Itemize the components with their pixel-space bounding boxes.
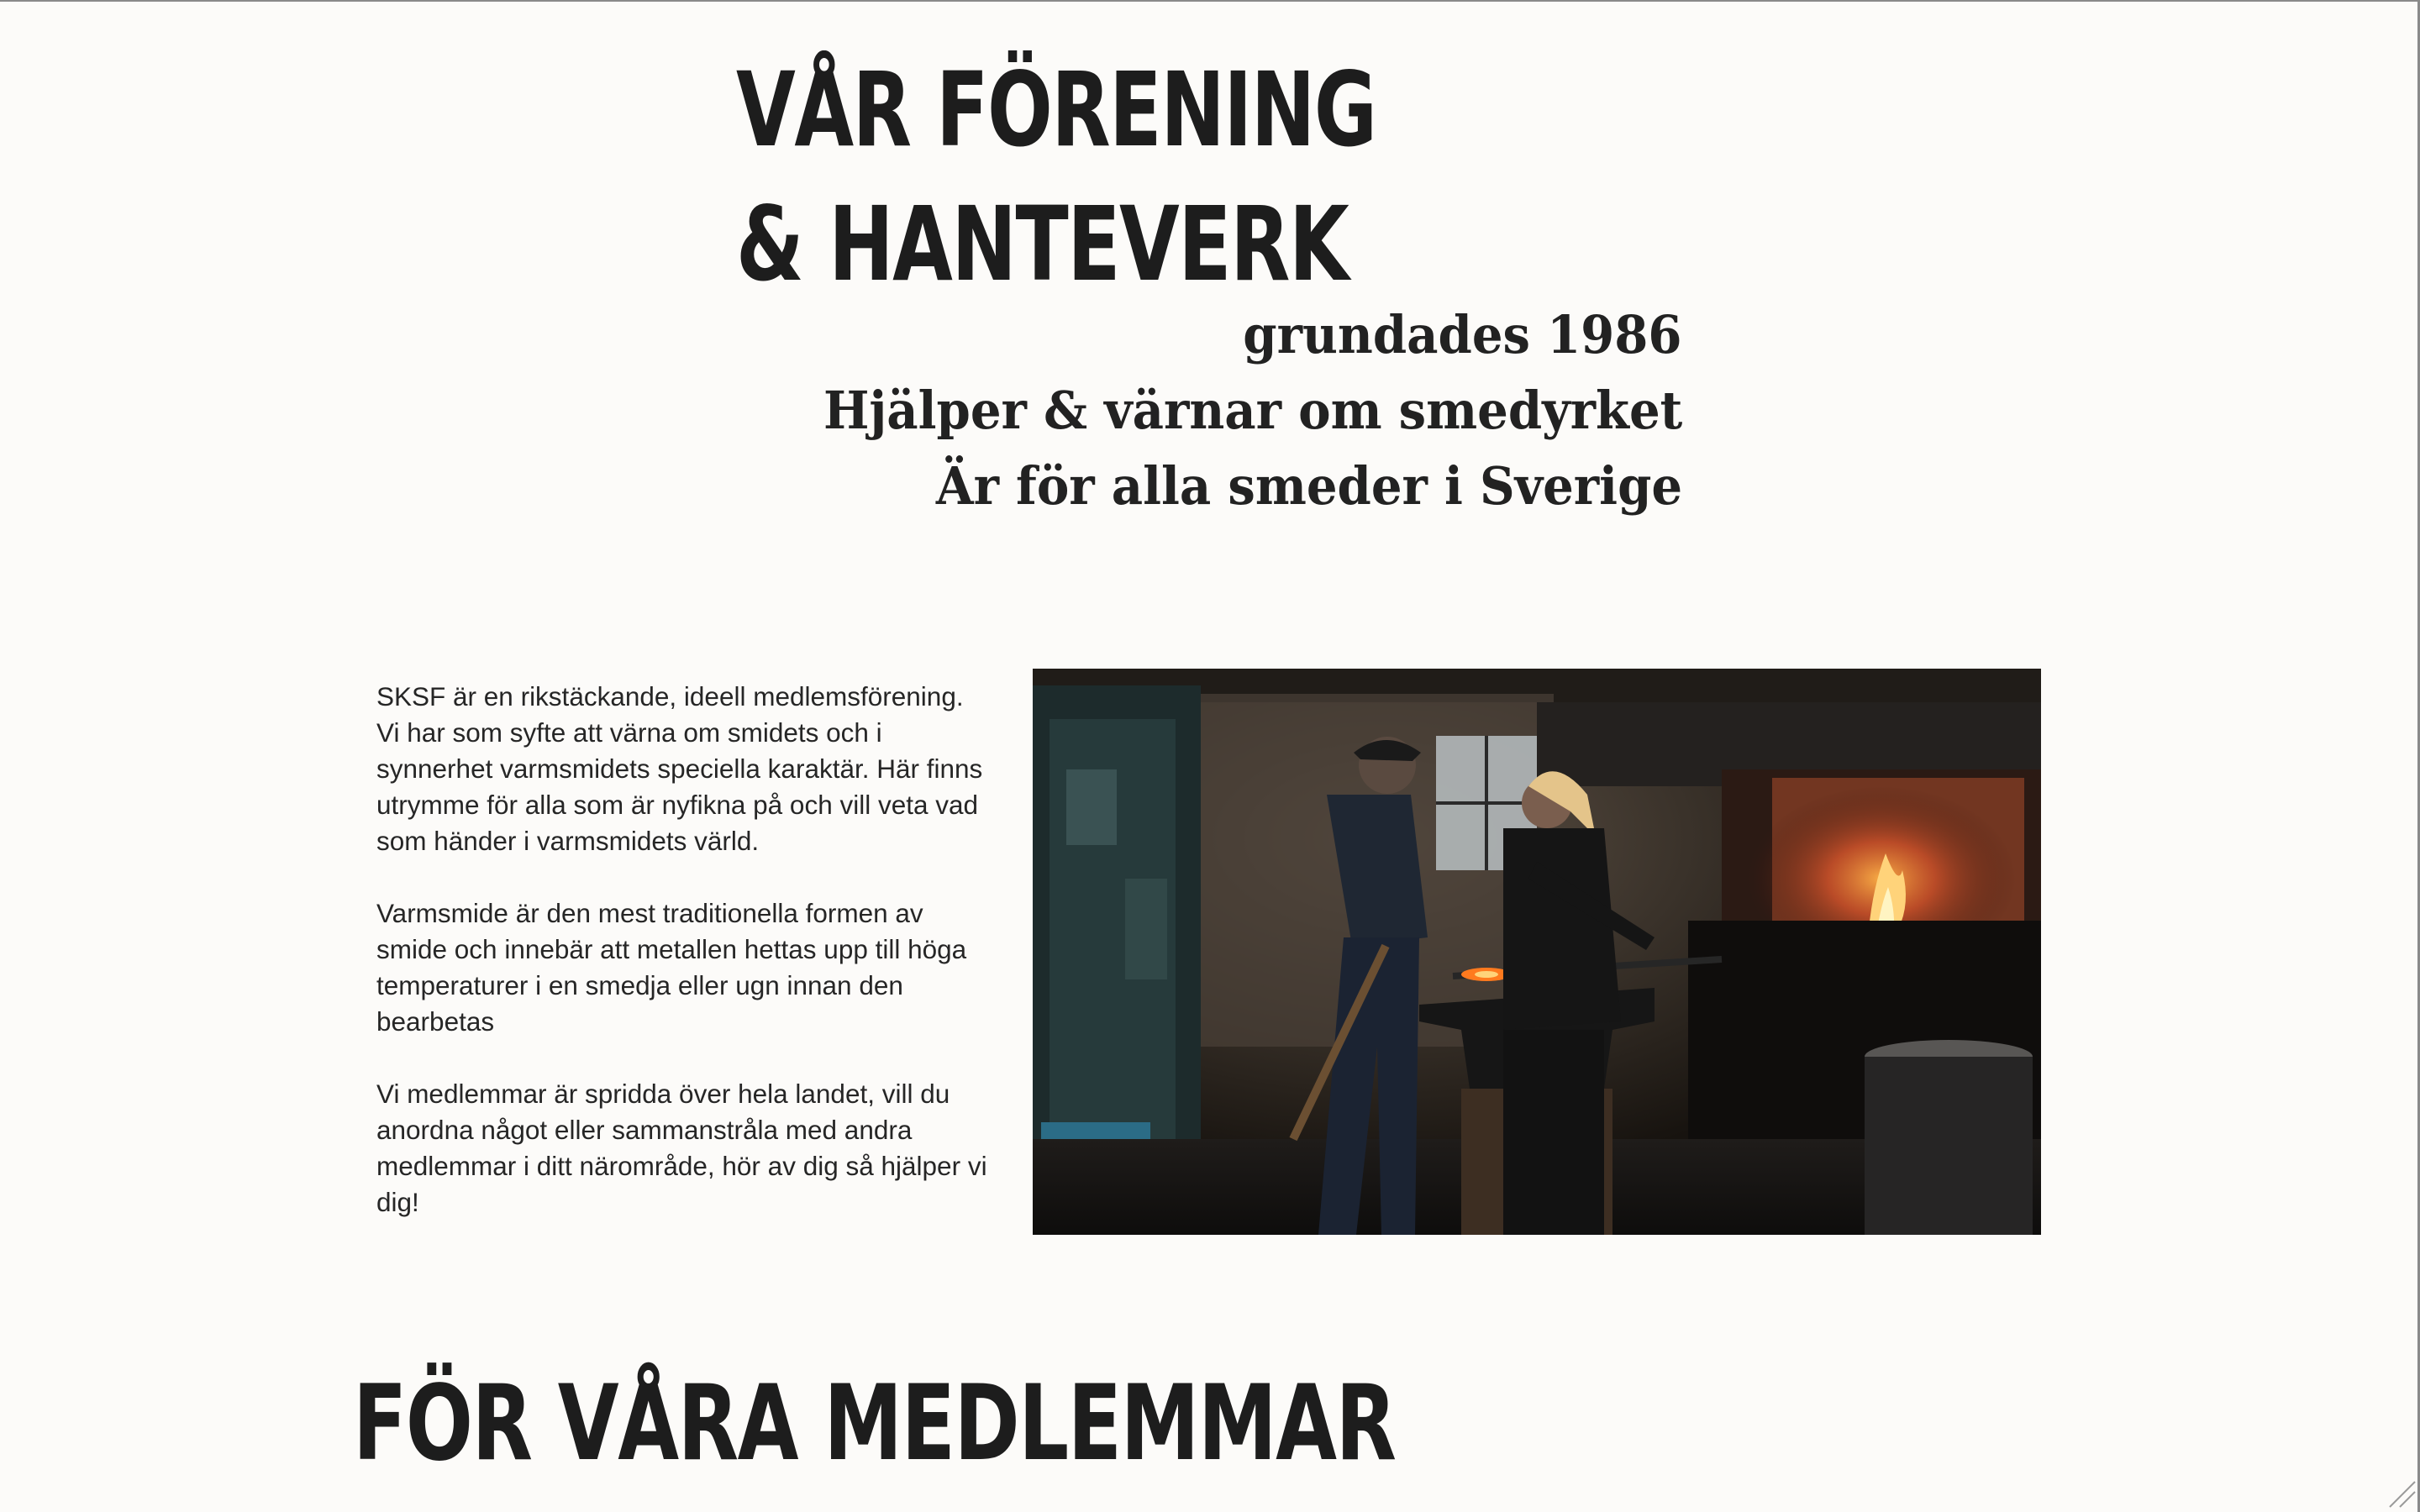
tagline-mission: Hjälper & värnar om smedyrket [823, 380, 1682, 441]
about-text [376, 679, 990, 1257]
blacksmith-workshop-photo [1033, 669, 2041, 1235]
page-heading-line-2: & HANTEVERK [736, 185, 1349, 304]
about-paragraph-1: SKSF är en rikstäckande, ideell medlemsförening. Vi har som syfte att värna om smidets och i synnerhet varmsmidets speciella karaktär. Här finns utrymme för alla som är nyfikna på och vill veta vad som händer i varmsmidets värld. [376, 681, 983, 856]
about-paragraph-3: Vi medlemmar är spridda över hela landet, vill du anordna något eller sammanstråla med andra medlemmar i ditt närområde, hör av dig så hjälper vi dig! [376, 1079, 987, 1217]
tagline-founded: grundades 1986 [1243, 304, 1682, 365]
resize-grip-icon[interactable] [2383, 1475, 2417, 1509]
window-top-border [0, 0, 2420, 2]
page-heading-line-1: VÅR FÖRENING [736, 50, 1376, 170]
about-paragraph-2: Varmsmide är den mest traditionella formen av smide och innebär att metallen hettas upp till höga temperaturer i en smedja eller ugn innan den bearbetas [376, 898, 967, 1037]
tagline-audience: Är för alla smeder i Sverige [935, 455, 1682, 517]
members-section-title: FÖR VÅRA MEDLEMMAR [353, 1363, 1396, 1484]
